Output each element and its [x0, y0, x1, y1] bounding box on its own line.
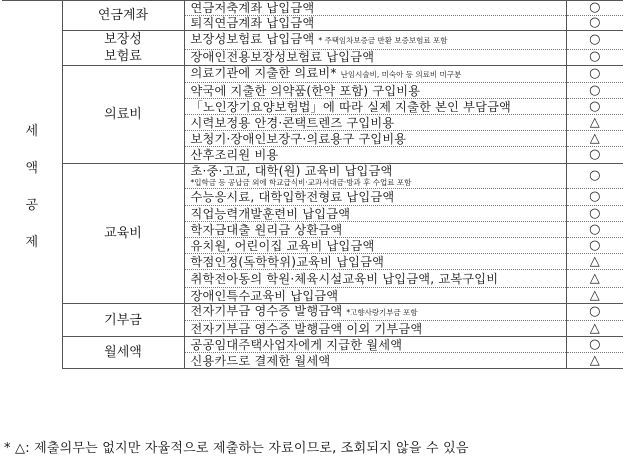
item-cell — [184, 1, 566, 16]
table-row — [2, 164, 623, 189]
item-text: 약국에 지출한 의약품(한약 포함) 구입비용 — [190, 83, 421, 98]
submit-mark: ○ — [566, 189, 623, 206]
item-text: 보장성보험료 납입금액 — [190, 31, 315, 46]
item-note: *입학금 등 공납금 외에 학교급식비·교과서대금·방과 후 수업료 포함 — [190, 178, 412, 187]
item-text: 초·중·고교, 대학(원) 교육비 납입금액 — [190, 164, 393, 178]
item-cell — [184, 254, 566, 270]
table-row — [2, 304, 623, 321]
submit-mark: ○ — [566, 206, 623, 222]
item-text: 공공임대주택사업자에게 지급한 월세액 — [190, 337, 403, 352]
submit-mark: ○ — [566, 1, 623, 16]
item-text: 유치원, 어린이집 교육비 납입금액 — [190, 238, 375, 253]
table-row — [2, 337, 623, 353]
item-text: 직업능력개발훈련비 납입금액 — [190, 206, 351, 221]
item-text: 의료기관에 지출한 의료비* — [190, 66, 337, 80]
table-row — [2, 66, 623, 83]
item-text: 연금저축계좌 납입금액 — [190, 1, 315, 15]
submit-mark: ○ — [566, 49, 623, 65]
item-cell — [184, 164, 566, 189]
side-label-char: 세 — [25, 123, 39, 139]
deduction-table — [2, 0, 623, 432]
submit-mark: ○ — [566, 304, 623, 321]
item-text: 학자금대출 원리금 상환금액 — [190, 222, 343, 237]
item-cell — [184, 270, 566, 288]
submit-mark: △ — [566, 353, 623, 369]
submit-mark: △ — [566, 321, 623, 337]
submit-mark: ○ — [566, 164, 623, 189]
submit-mark: ○ — [566, 16, 623, 31]
submit-mark: ○ — [566, 222, 623, 238]
item-cell — [184, 115, 566, 131]
item-cell — [184, 31, 566, 50]
item-cell — [184, 147, 566, 164]
item-text: 신용카드로 결제한 월세액 — [190, 353, 331, 368]
item-text: 장애인전용보장성보험료 납입금액 — [190, 50, 375, 65]
item-cell — [184, 337, 566, 353]
item-cell — [184, 66, 566, 83]
category-cell: 기부금 — [62, 304, 184, 337]
item-text: 산후조리원 비용 — [190, 148, 279, 162]
item-note: * 주택임차보증금 반환 보증보험료 포함 — [318, 35, 448, 45]
item-cell — [184, 288, 566, 304]
item-cell — [184, 83, 566, 99]
item-cell — [184, 189, 566, 206]
item-cell — [184, 222, 566, 238]
category-cell: 연금계좌 — [62, 1, 184, 31]
category-cell: 보장성 보험료 — [62, 31, 184, 66]
submit-mark: ○ — [566, 147, 623, 164]
table-row — [2, 31, 623, 50]
item-cell — [184, 238, 566, 254]
item-text: 시력보정용 안경·콘택트렌즈 구입비용 — [190, 115, 395, 130]
item-text: 학점인정(독학학위)교육비 납입금액 — [190, 254, 385, 269]
submit-mark: △ — [566, 131, 623, 147]
submit-mark: ○ — [566, 99, 623, 115]
item-text: 수능응시료, 대학입학전형료 납입금액 — [190, 190, 395, 204]
item-cell — [184, 131, 566, 147]
category-cell: 의료비 — [62, 66, 184, 164]
side-label-char: 공 — [25, 197, 39, 213]
submit-mark: △ — [566, 288, 623, 304]
item-cell — [184, 353, 566, 369]
deduction-table-grid — [2, 0, 623, 369]
category-cell: 교육비 — [62, 164, 184, 304]
side-label-char: 제 — [25, 234, 39, 250]
item-text: 전자기부금 영수증 발행금액 — [190, 304, 343, 318]
item-text: 퇴직연금계좌 납입금액 — [190, 16, 315, 30]
submit-mark: △ — [566, 270, 623, 288]
submit-mark: ○ — [566, 31, 623, 50]
side-label-char: 액 — [25, 160, 39, 176]
item-text: 「노인장기요양보험법」에 따라 실제 지출한 본인 부담금액 — [190, 99, 512, 114]
submit-mark: ○ — [566, 238, 623, 254]
submit-mark: ○ — [566, 83, 623, 99]
item-text: 장애인특수교육비 납입금액 — [190, 288, 339, 303]
item-cell — [184, 99, 566, 115]
item-cell — [184, 321, 566, 337]
category-cell: 월세액 — [62, 337, 184, 369]
item-note: 난임시술비, 미숙아 등 의료비 미구분 — [340, 70, 462, 79]
table-row — [2, 1, 623, 16]
item-text: 보청기·장애인보장구·의료용구 구입비용 — [190, 131, 407, 146]
submit-mark: ○ — [566, 66, 623, 83]
side-label-chars — [2, 120, 62, 250]
item-cell — [184, 16, 566, 31]
submit-mark: △ — [566, 115, 623, 131]
item-cell — [184, 206, 566, 222]
side-label — [2, 1, 62, 369]
item-text: 취학전아동의 학원·체육시설교육비 납입금액, 교복구입비 — [190, 271, 499, 286]
submit-mark: △ — [566, 254, 623, 270]
footnote: * △: 제출의무는 없지만 자율적으로 제출하는 자료이므로, 조회되지 않을 수 있음 — [4, 441, 469, 456]
item-cell — [184, 304, 566, 321]
submit-mark: ○ — [566, 337, 623, 353]
item-cell — [184, 49, 566, 65]
item-note: *고향사랑기부금 포함 — [346, 308, 418, 317]
item-text: 전자기부금 영수증 발행금액 이외 기부금액 — [190, 321, 423, 336]
